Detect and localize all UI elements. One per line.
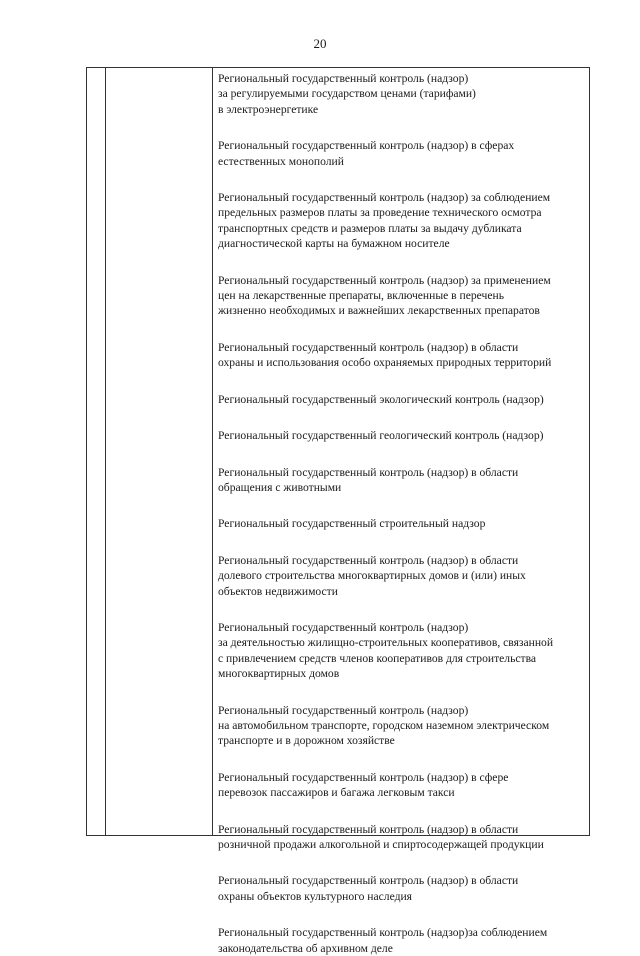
entry-line: Региональный государственный контроль (надзор) bbox=[218, 620, 469, 634]
list-item bbox=[218, 553, 590, 599]
list-item bbox=[218, 516, 590, 531]
entry-line: Региональный государственный контроль (надзор) в области bbox=[218, 465, 519, 479]
entry-line: жизненно необходимых и важнейших лекарственных препаратов bbox=[218, 304, 540, 318]
entry-line: Региональный государственный контроль (надзор) bbox=[218, 72, 469, 85]
entry-line: охраны и использования особо охраняемых природных территорий bbox=[218, 356, 552, 370]
entry-line: в электроэнергетике bbox=[218, 102, 319, 116]
entry-line: естественных монополий bbox=[218, 154, 344, 168]
entry-line: Региональный государственный контроль (надзор) в области bbox=[218, 822, 519, 836]
entry-line: объектов недвижимости bbox=[218, 584, 338, 598]
entry-line: долевого строительства многоквартирных домов и (или) иных bbox=[218, 569, 526, 583]
entry-line: Региональный государственный экологический контроль (надзор) bbox=[218, 392, 544, 406]
list-item bbox=[218, 273, 590, 319]
entry-line: Региональный государственный контроль (надзор) в области bbox=[218, 874, 519, 888]
entry-line: за регулируемыми государством ценами (тарифами) bbox=[218, 87, 476, 101]
column-divider-2 bbox=[212, 68, 213, 835]
entry-line: транспортных средств и размеров платы за выдачу дубликата bbox=[218, 221, 522, 235]
entry-line: цен на лекарственные препараты, включенные в перечень bbox=[218, 289, 505, 303]
list-item bbox=[218, 770, 590, 801]
entry-line: транспорте и в дорожном хозяйстве bbox=[218, 734, 395, 748]
list-item bbox=[218, 392, 590, 407]
list-item bbox=[218, 925, 590, 956]
entry-line: диагностической карты на бумажном носителе bbox=[218, 237, 450, 251]
entry-line: Региональный государственный контроль (надзор) в области bbox=[218, 553, 519, 567]
list-item bbox=[218, 465, 590, 496]
entry-line: законодательства об архивном деле bbox=[218, 941, 393, 955]
entry-line: Региональный государственный геологический контроль (надзор) bbox=[218, 429, 544, 443]
list-item bbox=[218, 340, 590, 371]
entry-line: многоквартирных домов bbox=[218, 667, 340, 681]
page-number: 20 bbox=[313, 36, 327, 51]
list-item bbox=[218, 620, 590, 682]
control-types-list bbox=[218, 71, 590, 956]
list-item bbox=[218, 428, 590, 443]
entry-line: Региональный государственный контроль (надзор) в области bbox=[218, 340, 519, 354]
list-item bbox=[218, 822, 590, 853]
entry-line: с привлечением средств членов кооперативов для строительства bbox=[218, 651, 537, 665]
entry-line: на автомобильном транспорте, городском наземном электрическом bbox=[218, 718, 550, 732]
entry-line: розничной продажи алкогольной и спиртосодержащей продукции bbox=[218, 838, 544, 851]
entry-line: Региональный государственный контроль (надзор) за применением bbox=[218, 273, 551, 287]
entry-line: Региональный государственный строительный надзор bbox=[218, 517, 486, 531]
entry-line: Региональный государственный контроль (надзор) bbox=[218, 703, 469, 717]
list-item bbox=[218, 703, 590, 749]
entry-line: Региональный государственный контроль (надзор) за соблюдением bbox=[218, 191, 551, 205]
column-divider-1 bbox=[105, 68, 106, 835]
entry-line: охраны объектов культурного наследия bbox=[218, 889, 413, 903]
entry-line: Региональный государственный контроль (надзор) в сферах bbox=[218, 139, 515, 153]
entry-line: за деятельностью жилищно-строительных кооперативов, связанной bbox=[218, 636, 554, 650]
entry-line: Региональный государственный контроль (надзор) в сфере bbox=[218, 770, 509, 784]
list-item bbox=[218, 190, 590, 252]
list-item bbox=[218, 138, 590, 169]
list-item bbox=[218, 873, 590, 904]
list-item bbox=[218, 71, 590, 117]
entry-line: предельных размеров платы за проведение технического осмотра bbox=[218, 206, 542, 220]
entry-line: перевозок пассажиров и багажа легковым такси bbox=[218, 786, 455, 800]
entry-line: обращения с животными bbox=[218, 480, 342, 494]
entry-line: Региональный государственный контроль (надзор)за соблюдением bbox=[218, 926, 548, 940]
